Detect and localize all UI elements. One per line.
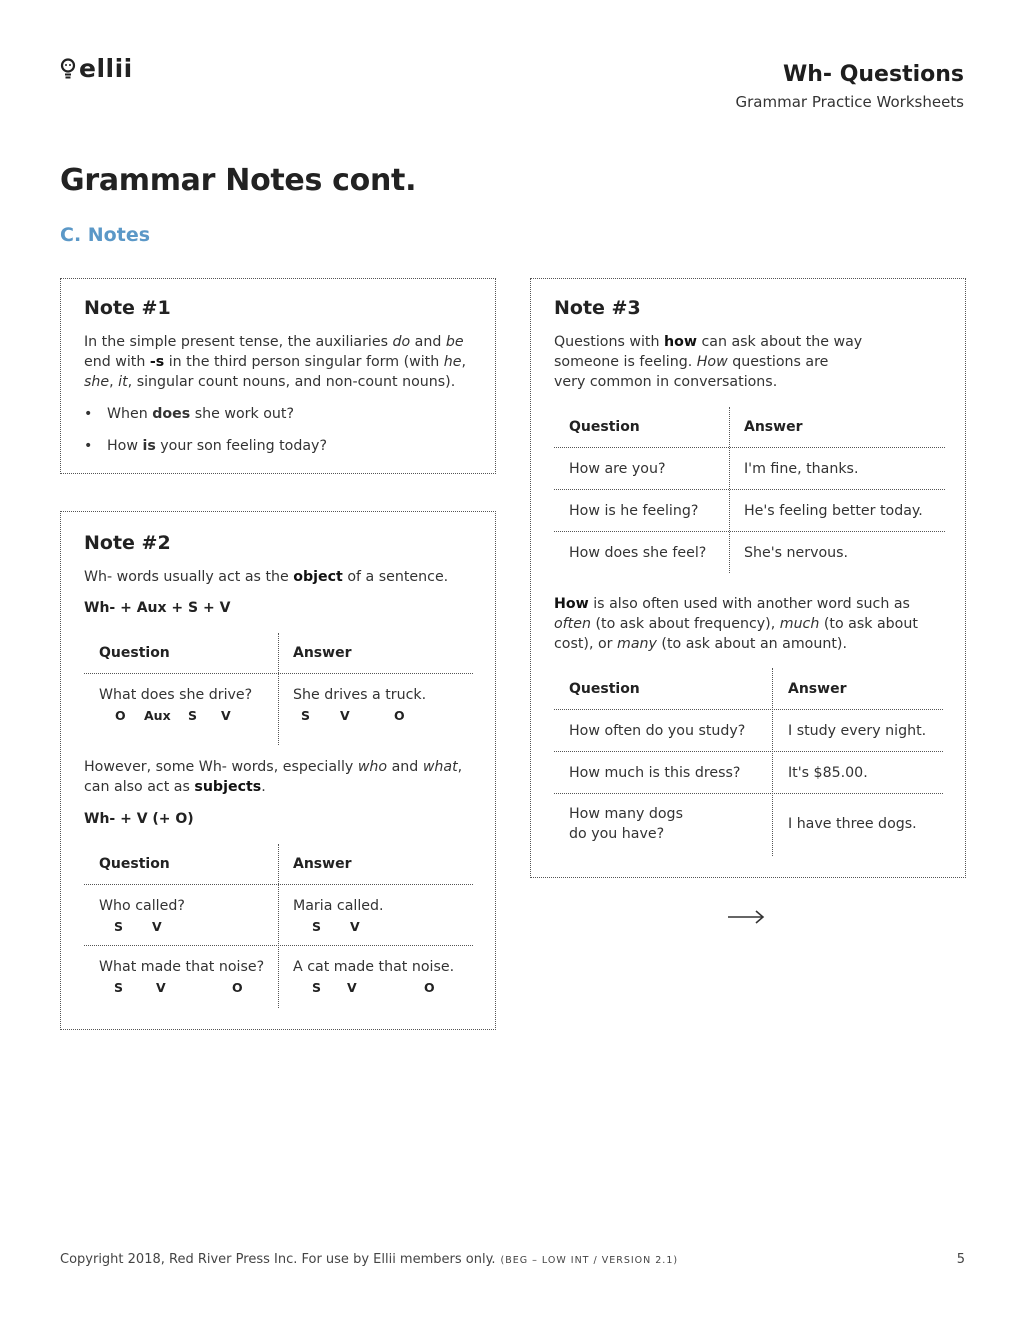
note-2-intro: Wh- words usually act as the object of a sentence. [84,569,449,585]
answer-cell: He's feeling better today. [744,503,923,519]
role-tag: O [115,708,126,723]
note-3-middle: How is also often used with another word such as often (to ask about frequency), much (to ask about cost), or many (to ask about an amount). [554,596,918,652]
table-header-question: Question [569,419,640,435]
question-cell: Who called? [99,898,185,914]
footer-version: (BEG – LOW INT / VERSION 2.1) [500,1255,679,1266]
role-tag: S [188,708,198,723]
note-2-title: Note #2 [84,532,171,554]
note-1-box: Note #1 In the simple present tense, the auxiliaries do and be end with -s in the third person singular form (with he, she, it, singular count nouns, and non-count nouns). • When does she work out? • How is your son feeling today? [60,278,496,474]
table-header-answer: Answer [293,856,352,872]
answer-cell: I study every night. [788,723,927,739]
answer-cell: I'm fine, thanks. [744,461,859,477]
note-3-table-1 [554,407,945,573]
role-tag: Aux [144,708,171,723]
note-2-however: However, some Wh- words, especially who and what, can also act as subjects. [84,759,463,795]
answer-cell: Maria called. [293,898,384,914]
footer-copyright: Copyright 2018, Red River Press Inc. For use by Ellii members only. (BEG – LOW INT / VERSION 2.1) [60,1252,679,1267]
table-header-question: Question [99,856,170,872]
question-cell: How many dogs do you have? [569,806,683,842]
table-header-question: Question [569,681,640,697]
role-tag: V [221,708,231,723]
note-1-text: In the simple present tense, the auxiliaries do and be end with -s in the third person singular form (with he, she, it, singular count nouns, and non-count nouns). [84,334,466,390]
note-2-box [60,511,496,1030]
question-cell: What made that noise? [99,959,265,975]
role-tag: O [394,708,405,723]
note-1-title: Note #1 [84,297,171,319]
note-3-title: Note #3 [554,297,641,319]
worksheet-title: Wh- Questions [782,62,964,87]
table-header-question: Question [99,645,170,661]
page-title: Grammar Notes cont. [60,163,417,198]
role-tag: S [312,919,322,934]
section-label: C. Notes [60,224,151,246]
role-tag: S [301,708,311,723]
ellii-logo [60,56,133,81]
note-2-table-2 [84,844,473,1008]
table-header-answer: Answer [744,419,803,435]
lightbulb-icon [60,58,76,80]
answer-cell: She's nervous. [744,545,849,561]
question-cell: How is he feeling? [569,503,699,519]
table-header-answer: Answer [788,681,847,697]
question-cell: How much is this dress? [569,765,741,781]
question-cell: How are you? [569,461,666,477]
question-cell: How often do you study? [569,723,746,739]
role-tag: V [156,980,166,995]
formula-object: Wh- + Aux + S + V [84,600,231,616]
page-number: 5 [956,1252,965,1267]
question-cell: How does she feel? [569,545,707,561]
question-cell: What does she drive? [99,687,253,703]
role-tag: S [114,980,124,995]
answer-cell: A cat made that noise. [293,959,455,975]
role-tag: V [350,919,360,934]
formula-subject: Wh- + V (+ O) [84,811,194,827]
worksheet-subtitle: Grammar Practice Worksheets [735,93,964,111]
note-2-table-1 [84,633,473,745]
table-header-answer: Answer [293,645,352,661]
role-tag: S [312,980,322,995]
long-right-arrow-icon [727,907,765,927]
note-3-box [530,278,966,878]
brand-name: ellii [79,54,133,83]
role-tag: V [347,980,357,995]
answer-cell: She drives a truck. [293,687,427,703]
role-tag: O [232,980,243,995]
role-tag: V [340,708,350,723]
role-tag: V [152,919,162,934]
role-tag: S [114,919,124,934]
role-tag: O [424,980,435,995]
note-3-intro: Questions with how can ask about the way someone is feeling. How questions are very common in conversations. [554,334,863,390]
answer-cell: I have three dogs. [788,816,917,832]
note-3-table-2 [554,668,943,856]
answer-cell: It's $85.00. [788,765,868,781]
